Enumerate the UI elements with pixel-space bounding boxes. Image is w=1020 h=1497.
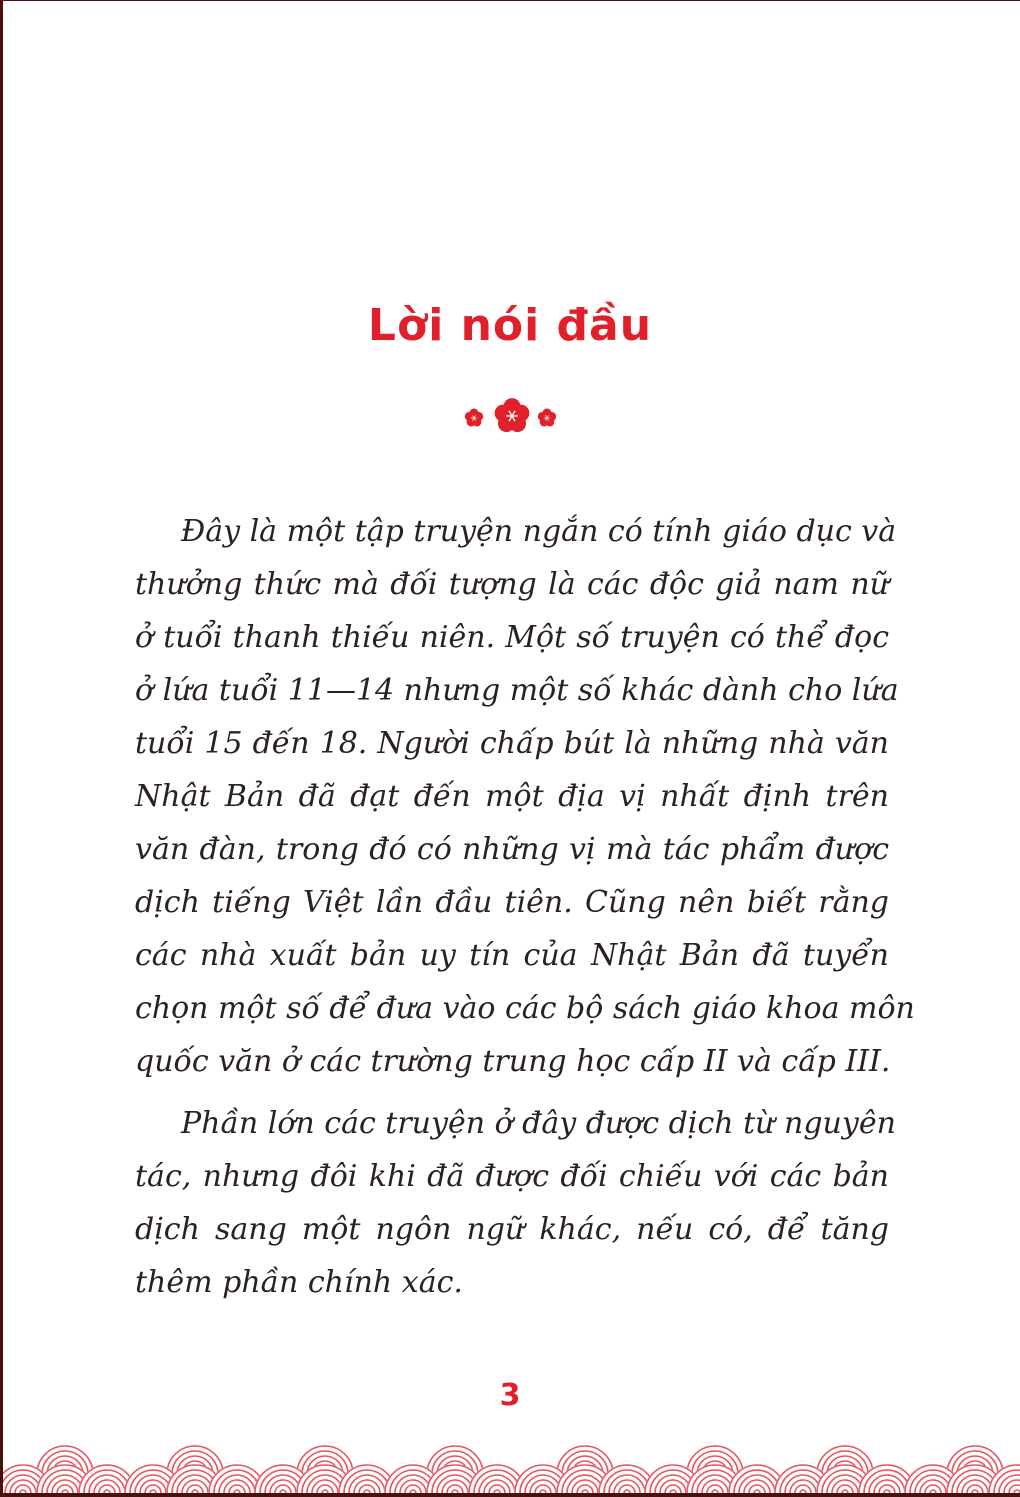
text-line: dịch tiếng Việt lần đầu tiên. Cũng nên biết rằng	[135, 885, 889, 920]
wave-pattern-decoration	[3, 1440, 1020, 1493]
text-line: Phần lớn các truyện ở đây được dịch từ nguyên	[181, 1106, 896, 1141]
text-line: thêm phần chính xác.	[135, 1265, 463, 1300]
text-line: tuổi 15 đến 18. Người chấp bút là những nhà văn	[135, 726, 889, 761]
plum-blossom-icon	[538, 409, 556, 427]
text-line: chọn một số để đưa vào các bộ sách giáo khoa môn	[135, 991, 915, 1026]
text-line: văn đàn, trong đó có những vị mà tác phẩm được	[135, 832, 889, 867]
text-line: tác, nhưng đôi khi đã được đối chiếu với các bản	[135, 1159, 889, 1194]
page-number: 3	[499, 1378, 521, 1413]
plum-blossom-icon	[465, 409, 483, 427]
text-line: quốc văn ở các trường trung học cấp II và cấp III.	[135, 1044, 891, 1079]
text-line: Đây là một tập truyện ngắn có tính giáo dục và	[181, 514, 897, 549]
text-line: Nhật Bản đã đạt đến một địa vị nhất định trên	[135, 779, 889, 814]
preface-body	[135, 505, 915, 1309]
text-line: thưởng thức mà đối tượng là các độc giả nam nữ	[135, 567, 889, 602]
text-line: các nhà xuất bản uy tín của Nhật Bản đã tuyển	[135, 938, 889, 973]
page-title: Lời nói đầu	[367, 300, 653, 351]
text-line: ở lứa tuổi 11—14 nhưng một số khác dành cho lứa	[135, 673, 899, 708]
plum-blossom-icon	[495, 398, 530, 432]
text-line: ở tuổi thanh thiếu niên. Một số truyện có thể đọc	[135, 620, 889, 655]
plum-blossom-icon	[460, 396, 560, 440]
text-line: dịch sang một ngôn ngữ khác, nếu có, để tăng	[135, 1212, 889, 1247]
